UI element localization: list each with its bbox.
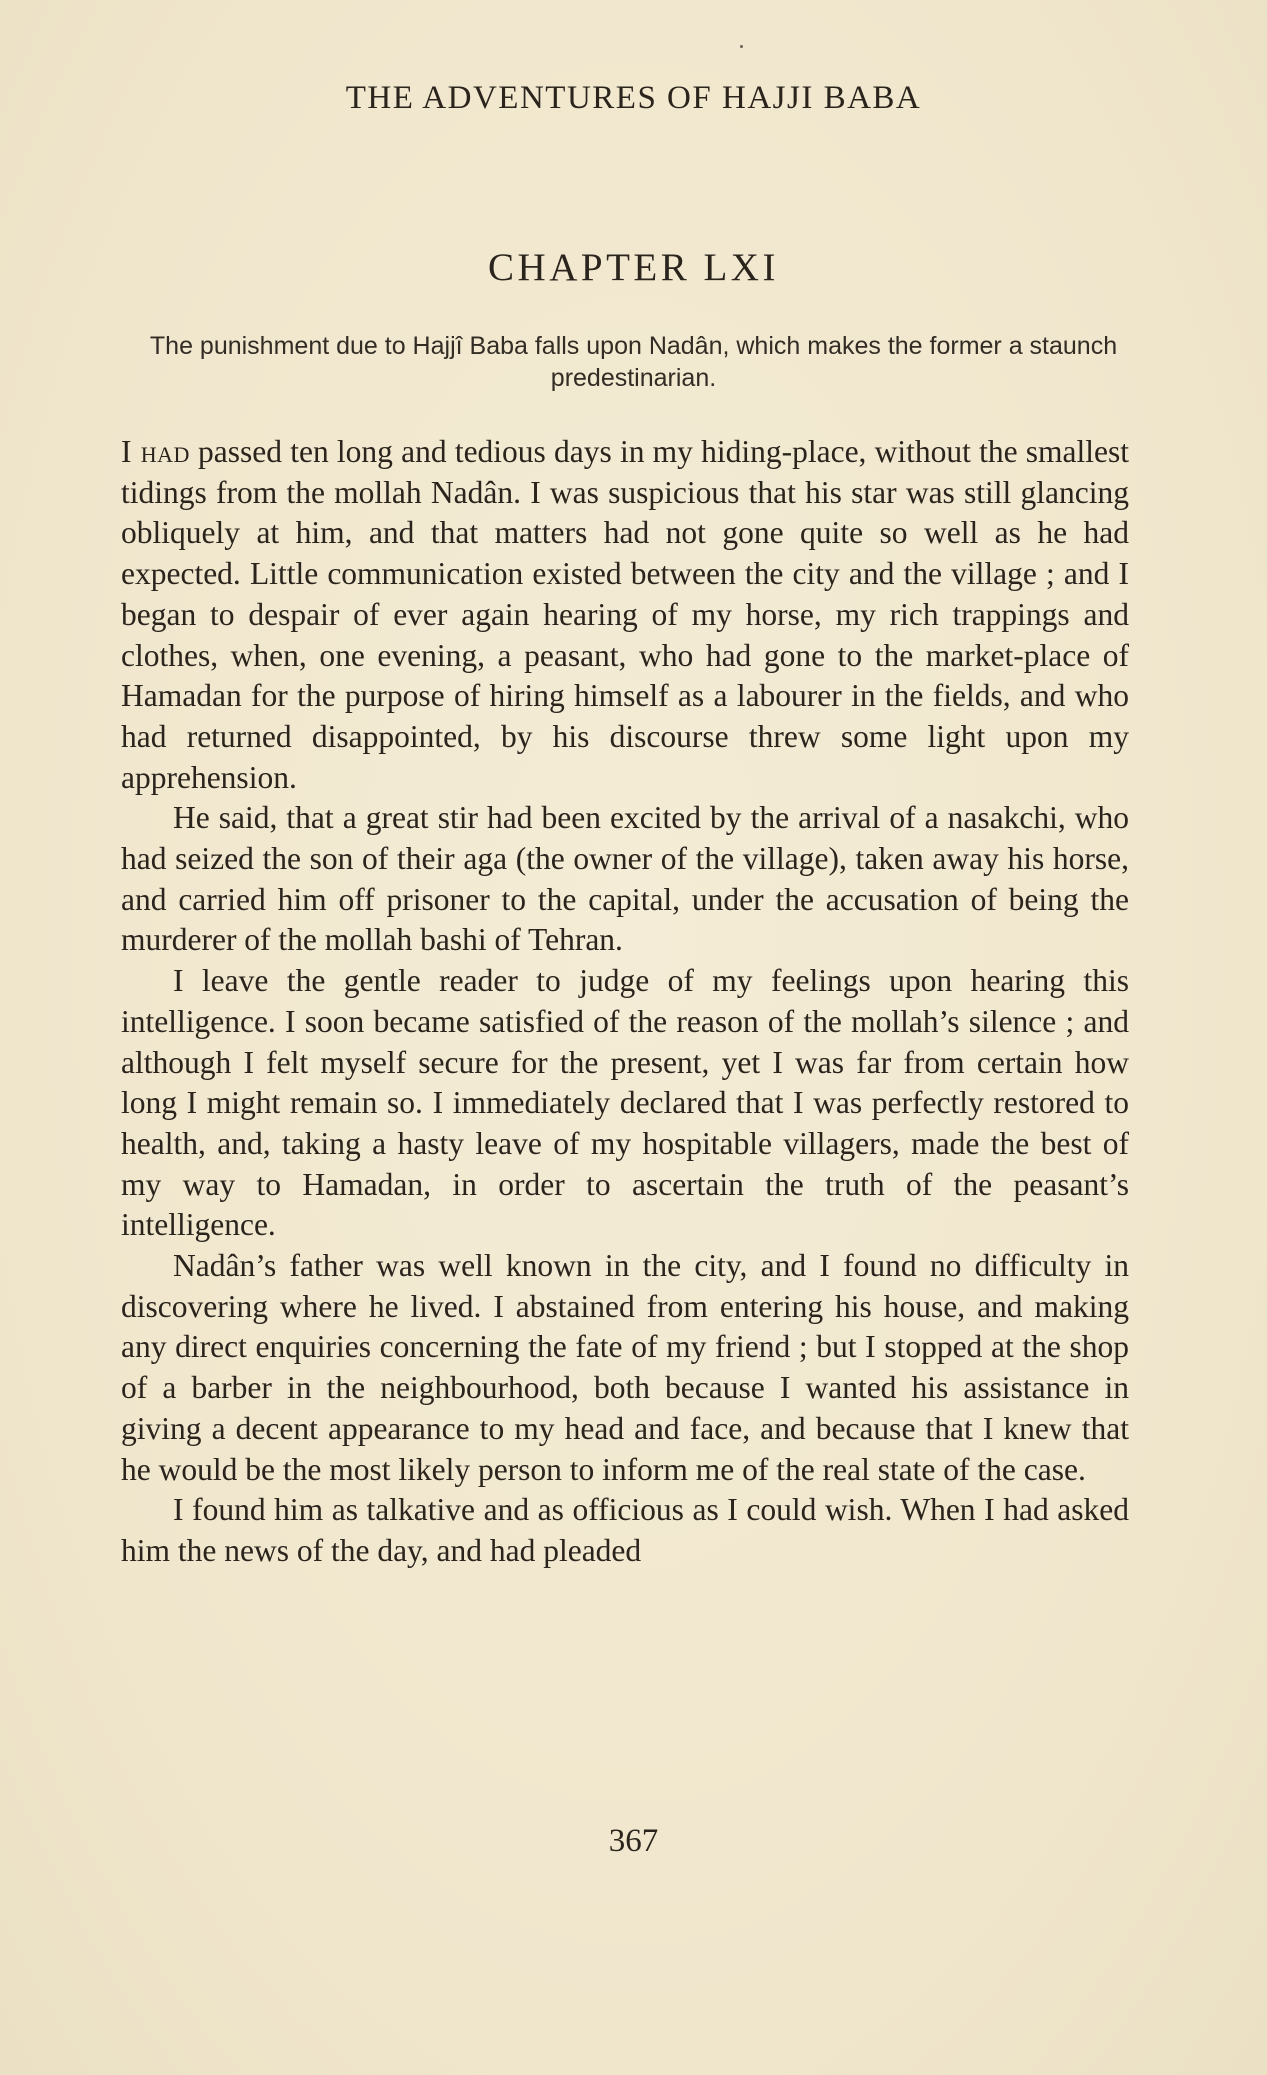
page-number: 367	[608, 1823, 659, 1859]
paragraph-1	[121, 432, 1129, 798]
paragraph-4: Nadân’s father was well known in the city, and I found no difficulty in discovering where he lived. I abstained from entering his house, and making any direct enquiries concerning the fate of my friend ; but I stopped at the shop of a barber in the neighbourhood, both because I wanted his assistance in giving a decent appearance to my head and face, and because that I knew that he would be the most likely person to inform me of the real state of the case.	[121, 1248, 1129, 1487]
paragraph-3: I leave the gentle reader to judge of my feelings upon hearing this intelligence. I soon became satisfied of the reason of the mollah’s silence ; and although I felt myself secure for the present, yet I was far from certain how long I might remain so. I immediately declared that I was perfectly restored to health, and, taking a hasty leave of my hospitable villagers, made the best of my way to Hamadan, in order to ascertain the truth of the peasant’s intelligence.	[121, 963, 1129, 1243]
body-text	[121, 432, 1129, 1572]
opening-words: I had	[121, 434, 190, 469]
chapter-title: CHAPTER LXI	[488, 246, 779, 289]
chapter-summary: The punishment due to Hajjî Baba falls upon Nadân, which makes the former a staunch predestinarian.	[149, 332, 1118, 392]
paragraph-5: I found him as talkative and as officious as I could wish. When I had asked him the news of the day, and had pleaded	[121, 1492, 1129, 1568]
paragraph-2: He said, that a great stir had been excited by the arrival of a nasakchi, who had seized the son of their aga (the owner of the village), taken away his horse, and carried him off prisoner to the capital, under the accusation of being the murderer of the mollah bashi of Tehran.	[121, 800, 1129, 958]
paragraph-1-text: passed ten long and tedious days in my hiding-place, without the smallest tidings from the mollah Nadân. I was suspicious that his star was still glancing obliquely at him, and that matters had not gone quite so well as he had expected. Little communication existed between the city and the village ; and I began to despair of ever again hearing of my horse, my rich trappings and clothes, when, one evening, a peasant, who had gone to the market-place of Hamadan for the purpose of hiring himself as a labourer in the fields, and who had returned disappointed, by his discourse threw some light upon my apprehension.	[121, 434, 1130, 795]
ink-speck	[740, 45, 743, 48]
running-head: THE ADVENTURES OF HAJJI BABA	[345, 80, 922, 116]
